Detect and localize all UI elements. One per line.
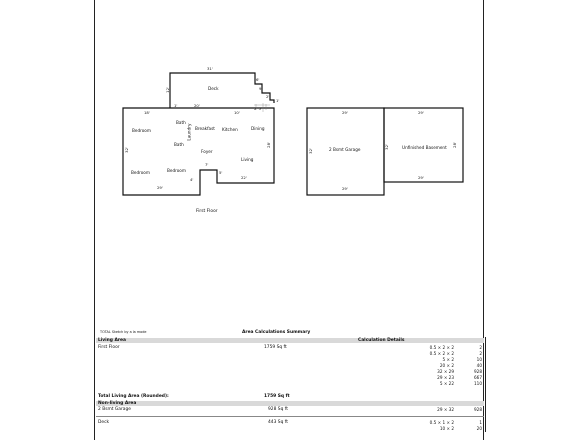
living-area-header: Living Area bbox=[98, 338, 126, 343]
floor-caption: First Floor bbox=[196, 209, 218, 214]
calc-val-7: 110 bbox=[474, 381, 482, 386]
calc-expr-2: 0.5 × 2 × 2 bbox=[429, 351, 454, 356]
dim-house-top-mid: 20' bbox=[194, 103, 200, 108]
room-basement: Unfinished Basement bbox=[402, 145, 447, 150]
calc-expr-1: 0.5 × 2 × 2 bbox=[429, 345, 454, 350]
dim-small-a: 4' bbox=[190, 177, 194, 182]
deck-calc-expr-2: 10 × 2 bbox=[439, 426, 454, 431]
dim-house-left: 32' bbox=[124, 146, 130, 153]
dim-house-bottom-left: 29' bbox=[157, 185, 163, 190]
room-bath-1: Bath bbox=[176, 120, 186, 125]
room-garage: 2 Bsmt Garage bbox=[329, 147, 361, 152]
deck-area: 443 Sq ft bbox=[268, 420, 288, 425]
dim-basement-left: 32' bbox=[384, 143, 390, 150]
calc-val-4: 40 bbox=[476, 363, 482, 368]
calc-expr-3: 5 × 2 bbox=[442, 357, 454, 362]
dim-notch-width: 7' bbox=[205, 162, 209, 167]
dim-house-right: 28' bbox=[266, 141, 272, 148]
dim-notch-height: 5' bbox=[219, 170, 223, 175]
dim-house-top-left: 18' bbox=[144, 110, 150, 115]
room-foyer: Foyer bbox=[201, 149, 213, 154]
calc-val-6: 667 bbox=[474, 375, 482, 380]
room-dining: Dining bbox=[251, 126, 265, 131]
garage-area: 928 Sq ft bbox=[268, 407, 288, 412]
dim-house-bottom-right: 22' bbox=[241, 175, 247, 180]
dim-deck-r3: 2' bbox=[266, 94, 270, 99]
calc-val-3: 10 bbox=[476, 357, 482, 362]
deck-calc-val-1: 1 bbox=[479, 420, 482, 425]
room-breakfast: Breakfast bbox=[195, 126, 215, 131]
garage-calc-expr: 29 × 32 bbox=[437, 407, 454, 412]
room-bedroom-1: Bedroom bbox=[132, 128, 151, 133]
total-living-label: Total Living Area (Rounded): bbox=[98, 394, 169, 399]
first-floor-label: First Floor bbox=[98, 345, 120, 350]
garage-calc-val: 928 bbox=[474, 407, 482, 412]
calc-expr-5: 32 × 29 bbox=[437, 369, 454, 374]
dim-garage-top: 29' bbox=[342, 110, 348, 115]
room-bedroom-2: Bedroom bbox=[131, 170, 150, 175]
dim-deck-r1: 6' bbox=[256, 77, 260, 82]
dim-deck-left: 12' bbox=[165, 86, 171, 93]
area-summary bbox=[96, 330, 484, 432]
summary-right-border bbox=[485, 337, 486, 432]
room-bath-2: Bath bbox=[174, 142, 184, 147]
calc-details-header: Calculation Details bbox=[358, 338, 405, 343]
dim-small-b: 1' bbox=[174, 103, 178, 108]
dim-garage-left: 32' bbox=[308, 147, 314, 154]
calc-val-2: 2 bbox=[479, 351, 482, 356]
calc-expr-6: 29 × 23 bbox=[437, 375, 454, 380]
dim-house-top-right: 10' bbox=[234, 110, 240, 115]
summary-left-border bbox=[94, 337, 95, 432]
first-floor-area: 1759 Sq ft bbox=[264, 345, 287, 350]
room-kitchen: Kitchen bbox=[222, 127, 238, 132]
deck-calc-val-2: 20 bbox=[476, 426, 482, 431]
summary-title: Area Calculations Summary bbox=[242, 330, 311, 335]
dim-basement-top: 29' bbox=[418, 110, 424, 115]
deck-calc-expr-1: 0.5 × 1 × 2 bbox=[429, 420, 454, 425]
dim-deck-r2: 9' bbox=[259, 86, 263, 91]
dim-basement-bottom: 29' bbox=[418, 175, 424, 180]
calc-val-5: 928 bbox=[474, 369, 482, 374]
room-laundry: Laundry bbox=[186, 123, 192, 141]
calc-val-1: 2 bbox=[479, 345, 482, 350]
room-deck: Deck bbox=[208, 86, 219, 91]
dim-house-top-small: 2' 5' bbox=[254, 106, 263, 111]
calc-expr-7: 5 × 22 bbox=[439, 381, 454, 386]
deck-label: Deck bbox=[98, 420, 110, 425]
room-living: Living bbox=[241, 157, 254, 162]
non-living-header: Non-living Area bbox=[98, 401, 137, 406]
dim-garage-bottom: 29' bbox=[342, 186, 348, 191]
dim-deck-r4: 1' bbox=[276, 98, 280, 103]
sketch-note: TOTAL Sketch by a la mode bbox=[100, 330, 147, 334]
living-header-shade bbox=[96, 338, 484, 343]
room-bedroom-3: Bedroom bbox=[167, 168, 186, 173]
calc-expr-4: 20 × 2 bbox=[439, 363, 454, 368]
garage-label: 2 Bsmt Garage bbox=[98, 407, 131, 412]
garage-divider bbox=[96, 416, 484, 417]
dim-deck-top: 31' bbox=[207, 66, 213, 71]
dim-basement-right: 28' bbox=[452, 141, 458, 148]
house-outline bbox=[123, 108, 274, 195]
total-living-value: 1759 Sq ft bbox=[264, 394, 290, 399]
non-living-header-shade bbox=[96, 401, 484, 406]
